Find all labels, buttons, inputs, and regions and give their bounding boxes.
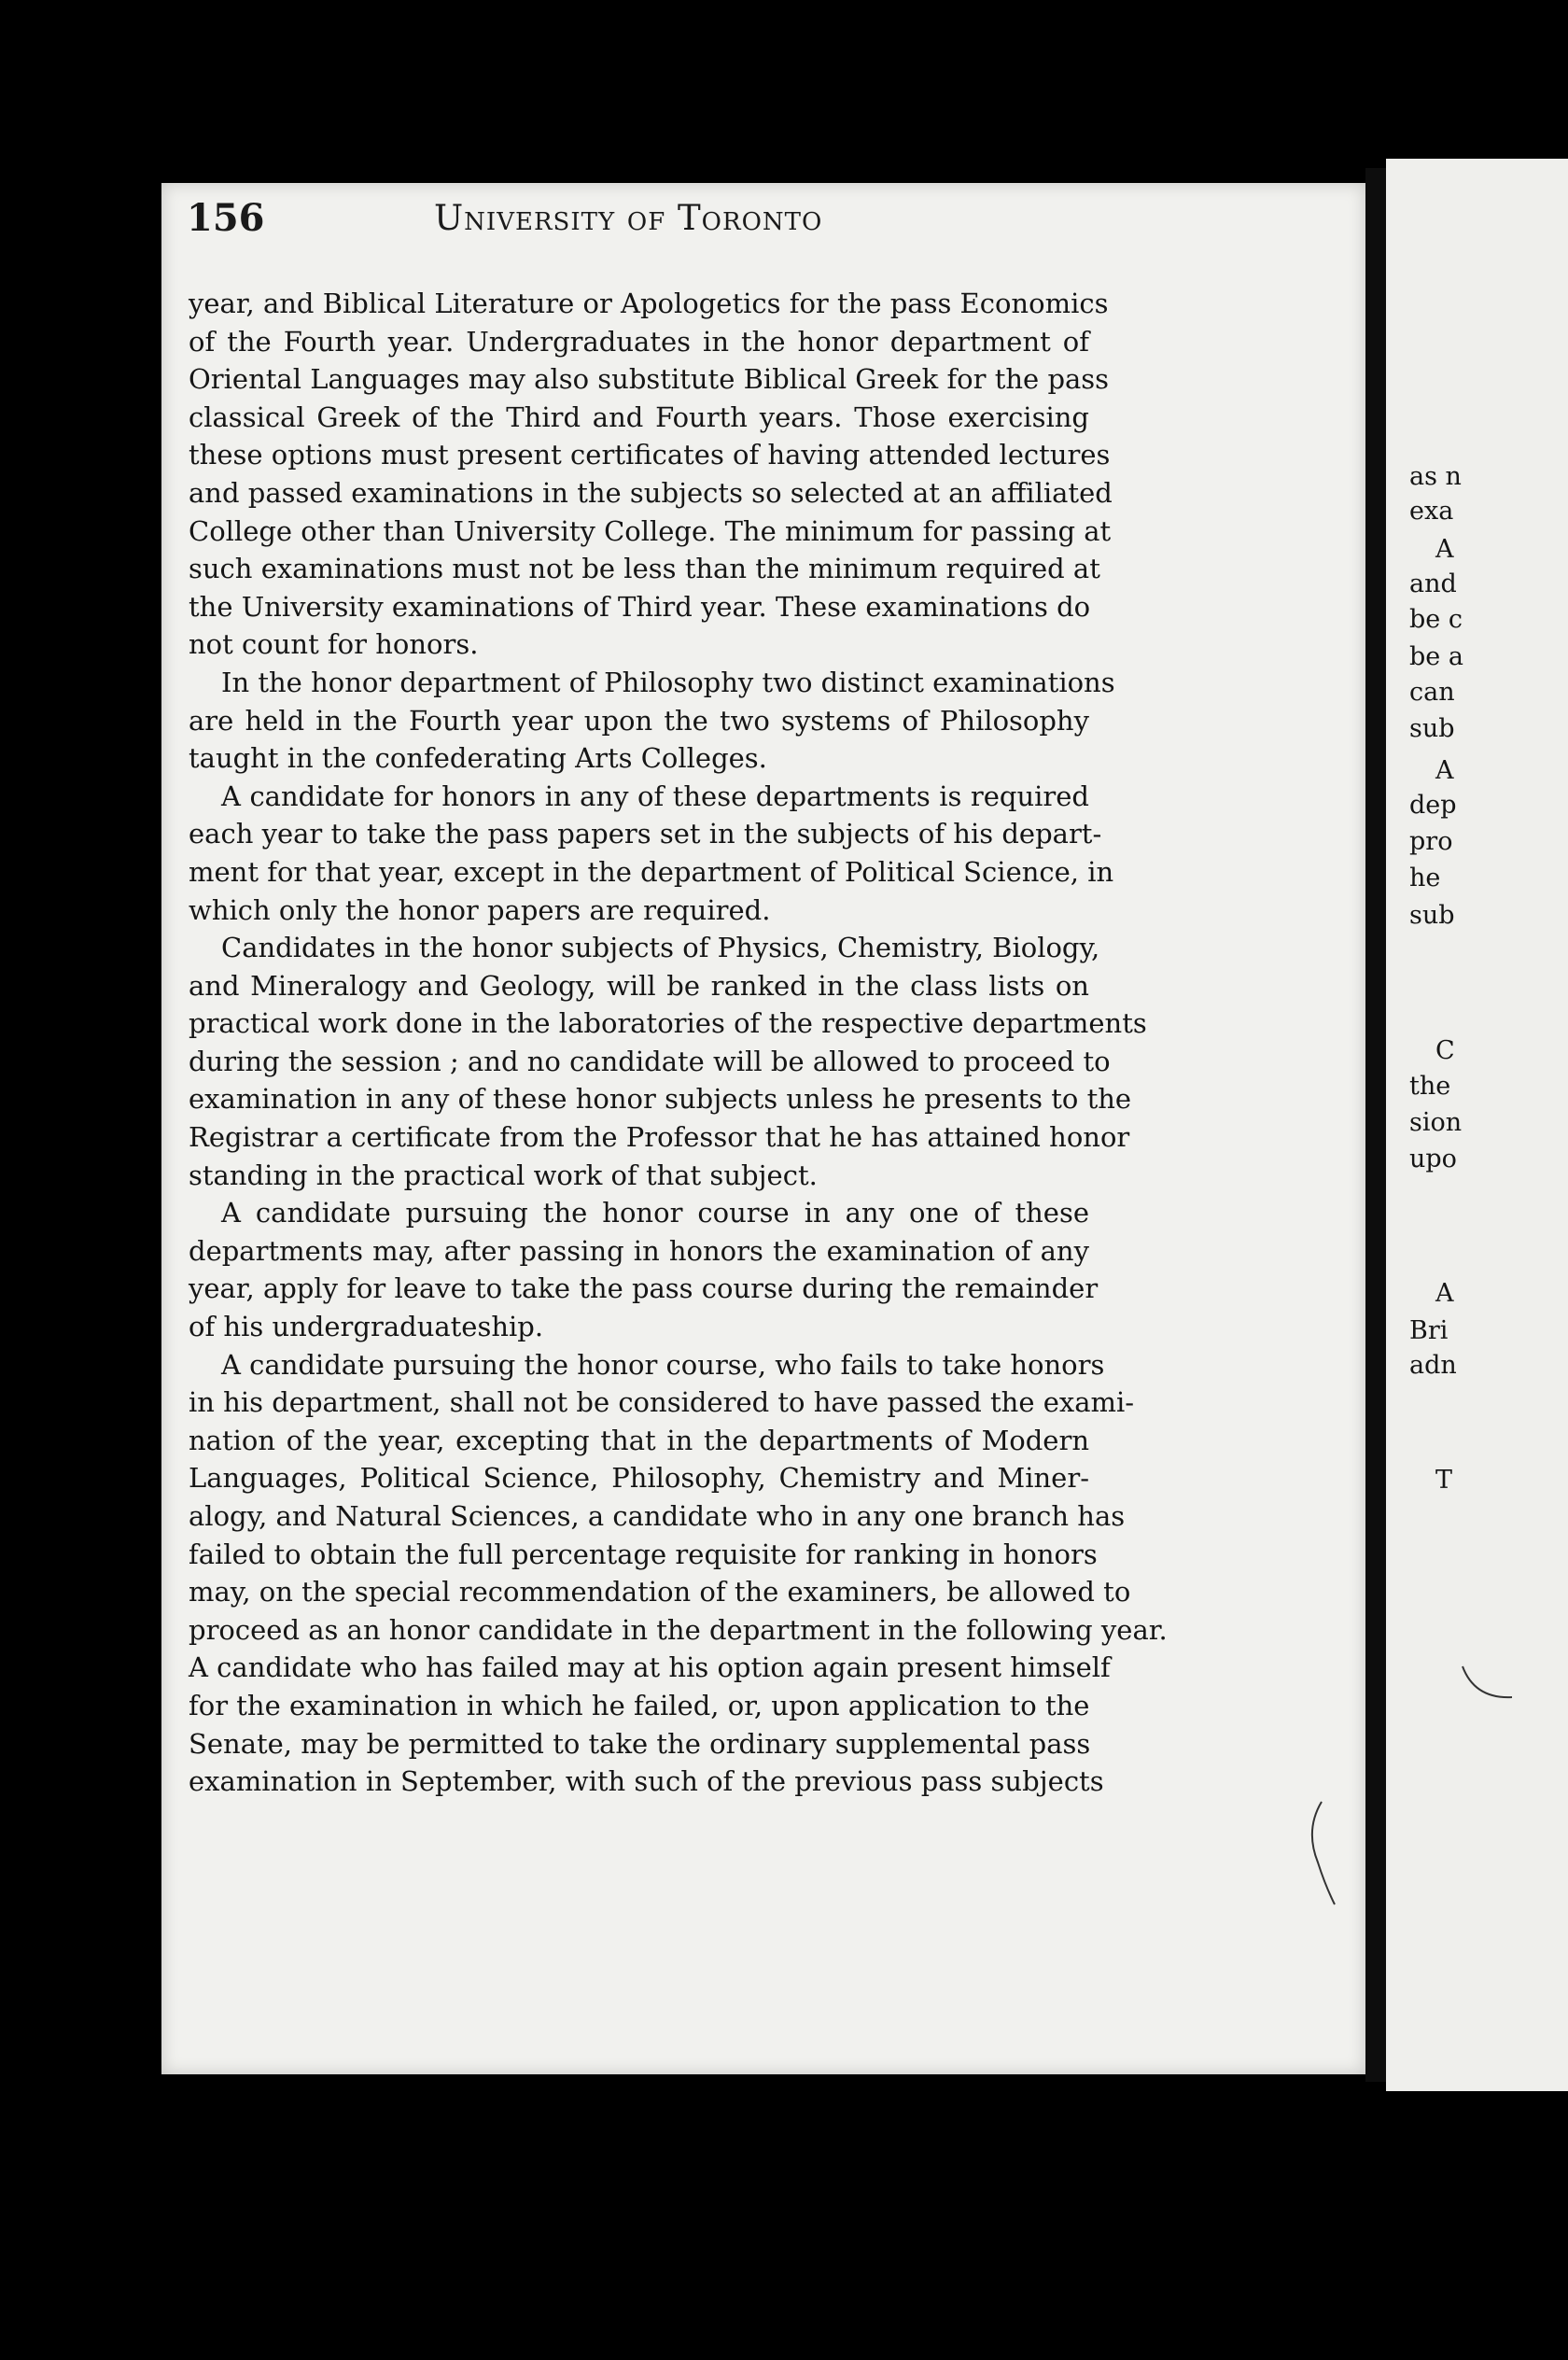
text-line: during the session ; and no candidate will be allowed to proceed to bbox=[189, 1045, 1111, 1077]
facing-line: and bbox=[1409, 569, 1457, 598]
text-line: these options must present certificates of having attended lectures bbox=[189, 439, 1111, 471]
text-line: of his undergraduateship. bbox=[189, 1311, 544, 1343]
text-line: year, apply for leave to take the pass course during the remainder bbox=[189, 1272, 1099, 1305]
text-line: Languages, Political Science, Philosophy, Chemistry and Miner- bbox=[189, 1462, 1089, 1495]
text-line: A candidate pursuing the honor course in any one of these bbox=[221, 1197, 1089, 1229]
facing-line: A bbox=[1435, 535, 1454, 564]
facing-line: dep bbox=[1409, 791, 1457, 820]
facing-line: can bbox=[1409, 678, 1455, 707]
text-line: practical work done in the laboratories of the respective departments bbox=[189, 1007, 1147, 1040]
text-line: classical Greek of the Third and Fourth years. Those exercising bbox=[189, 400, 1089, 433]
facing-line: adn bbox=[1409, 1351, 1457, 1380]
text-line: Senate, may be permitted to take the ordinary supplemental pass bbox=[189, 1727, 1091, 1760]
text-line: in his department, shall not be considered to have passed the exami- bbox=[189, 1386, 1135, 1419]
text-line: not count for honors. bbox=[189, 628, 479, 661]
text-line: Registrar a certificate from the Professor that he has attained honor bbox=[189, 1121, 1130, 1154]
text-line: alogy, and Natural Sciences, a candidate who in any one branch has bbox=[189, 1500, 1126, 1532]
facing-line: as n bbox=[1409, 462, 1462, 491]
text-line: A candidate who has failed may at his option again present himself bbox=[189, 1651, 1111, 1684]
text-line: are held in the Fourth year upon the two systems of Philosophy bbox=[189, 704, 1089, 737]
text-line: taught in the confederating Arts Colleges. bbox=[189, 742, 767, 775]
text-line: for the examination in which he failed, or, upon application to the bbox=[189, 1689, 1090, 1721]
facing-line: A bbox=[1435, 756, 1454, 785]
text-line: each year to take the pass papers set in the subjects of his depart- bbox=[189, 818, 1102, 850]
facing-line: upo bbox=[1409, 1145, 1457, 1173]
facing-line: C bbox=[1435, 1036, 1455, 1065]
facing-line: the bbox=[1409, 1072, 1451, 1101]
text-line: examination in September, with such of the previous pass subjects bbox=[189, 1765, 1104, 1798]
pencil-mark bbox=[1386, 159, 1568, 2091]
text-line: Candidates in the honor subjects of Physics, Chemistry, Biology, bbox=[221, 932, 1100, 964]
page-header bbox=[187, 196, 915, 261]
text-line: and passed examinations in the subjects so selected at an affiliated bbox=[189, 476, 1113, 509]
text-line: Oriental Languages may also substitute Biblical Greek for the pass bbox=[189, 363, 1110, 396]
facing-line: be c bbox=[1409, 605, 1463, 634]
text-line: College other than University College. The minimum for passing at bbox=[189, 514, 1112, 547]
facing-line: he bbox=[1409, 864, 1441, 892]
page-number: 156 bbox=[187, 196, 265, 240]
text-line: standing in the practical work of that subject. bbox=[189, 1159, 818, 1191]
facing-line: Bri bbox=[1409, 1316, 1449, 1345]
text-line: ment for that year, except in the department of Political Science, in bbox=[189, 855, 1114, 888]
text-line: nation of the year, excepting that in the departments of Modern bbox=[189, 1424, 1089, 1456]
text-line: departments may, after passing in honors the examination of any bbox=[189, 1234, 1089, 1267]
text-line: the University examinations of Third year. These examinations do bbox=[189, 590, 1091, 623]
facing-line: be a bbox=[1409, 642, 1463, 671]
text-line: In the honor department of Philosophy two distinct examinations bbox=[221, 666, 1115, 698]
text-line: A candidate for honors in any of these departments is required bbox=[221, 780, 1089, 812]
facing-line: A bbox=[1435, 1279, 1454, 1308]
book-gutter bbox=[1365, 168, 1386, 2082]
facing-line: sub bbox=[1409, 901, 1455, 930]
text-line: year, and Biblical Literature or Apologetics for the pass Economics bbox=[189, 288, 1109, 319]
facing-line: sion bbox=[1409, 1108, 1463, 1137]
text-line: and Mineralogy and Geology, will be ranked in the class lists on bbox=[189, 969, 1089, 1002]
book-page-right bbox=[1386, 159, 1568, 2091]
facing-line: sub bbox=[1409, 714, 1455, 743]
text-line: A candidate pursuing the honor course, who fails to take honors bbox=[221, 1348, 1105, 1381]
text-line: which only the honor papers are required. bbox=[189, 893, 771, 926]
facing-line: pro bbox=[1409, 827, 1453, 856]
text-line: such examinations must not be less than the minimum required at bbox=[189, 553, 1100, 585]
text-line: failed to obtain the full percentage requisite for ranking in honors bbox=[189, 1538, 1098, 1570]
facing-line: exa bbox=[1409, 497, 1454, 526]
facing-line: T bbox=[1435, 1466, 1453, 1495]
text-line: proceed as an honor candidate in the department in the following year. bbox=[189, 1613, 1168, 1646]
text-line: examination in any of these honor subjects unless he presents to the bbox=[189, 1083, 1132, 1116]
margin-pencil-mark bbox=[1297, 1792, 1353, 1923]
text-line: of the Fourth year. Undergraduates in the honor department of bbox=[189, 325, 1089, 358]
body-text bbox=[189, 285, 1168, 1801]
running-head: University of Toronto bbox=[434, 198, 823, 238]
text-line: may, on the special recommendation of the examiners, be allowed to bbox=[189, 1576, 1131, 1608]
